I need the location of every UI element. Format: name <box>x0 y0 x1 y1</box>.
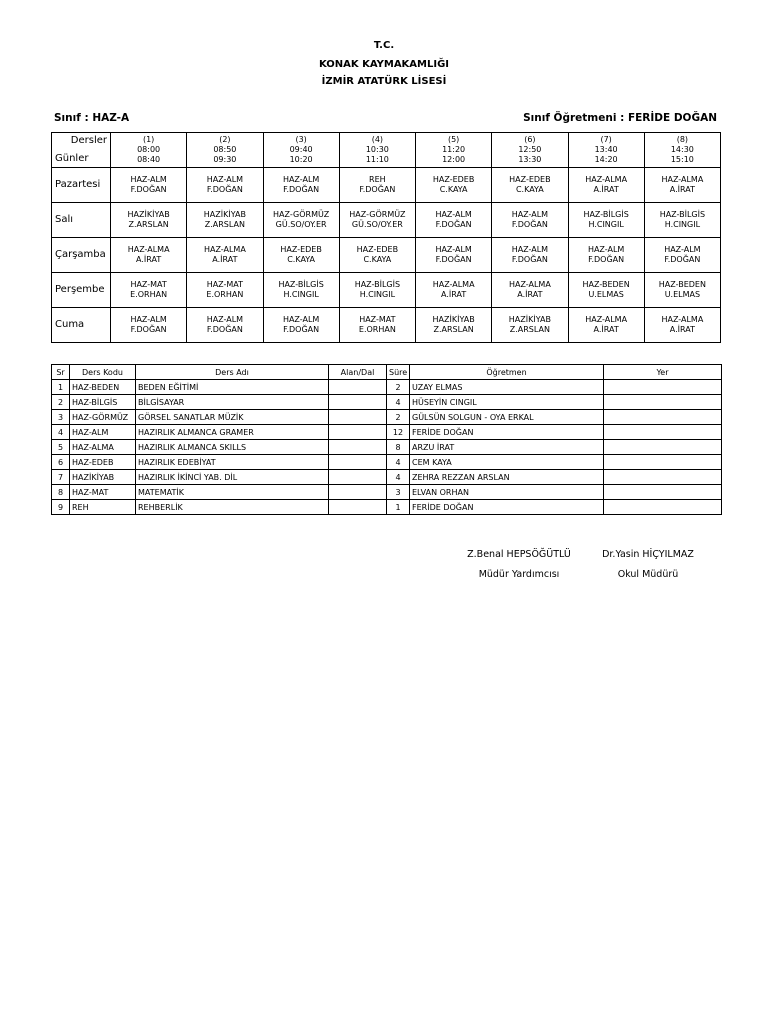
lesson-cell <box>187 203 263 238</box>
lesson-teacher: Z.ARSLAN <box>509 325 550 334</box>
lesson-teacher: F.DOĞAN <box>435 220 472 229</box>
course-field <box>329 425 387 440</box>
course-hours: 8 <box>387 440 410 455</box>
lesson-teacher: F.DOĞAN <box>283 185 320 194</box>
lesson-teacher: Z.ARSLAN <box>433 325 474 334</box>
course-row <box>52 395 722 410</box>
course-code: HAZ-BEDEN <box>70 380 136 395</box>
lesson-teacher: H.CINGIL <box>283 290 319 299</box>
lesson-code: HAZ-EDEB <box>280 245 322 254</box>
course-field <box>329 470 387 485</box>
lesson-cell <box>644 273 720 308</box>
course-hours: 12 <box>387 425 410 440</box>
course-field <box>329 485 387 500</box>
lesson-code: HAZ-ALM <box>511 210 549 219</box>
lesson-teacher: A.İRAT <box>593 325 619 334</box>
lesson-cell <box>568 238 644 273</box>
lesson-cell <box>263 273 339 308</box>
course-name: MATEMATİK <box>136 485 329 500</box>
course-name: HAZIRLIK ALMANCA GRAMER <box>136 425 329 440</box>
lesson-cell <box>187 308 263 343</box>
course-hours: 2 <box>387 380 410 395</box>
lesson-teacher: C.KAYA <box>439 185 468 194</box>
period-end-time: 09:30 <box>213 155 237 164</box>
lesson-cell <box>568 203 644 238</box>
course-location <box>604 425 722 440</box>
period-start-time: 09:40 <box>289 145 313 154</box>
lesson-code: HAZ-MAT <box>359 315 396 324</box>
schedule-day-row <box>52 168 721 203</box>
period-number: (2) <box>219 135 231 144</box>
lesson-teacher: C.KAYA <box>287 255 316 264</box>
course-name: BEDEN EĞİTİMİ <box>136 380 329 395</box>
lesson-teacher: F.DOĞAN <box>206 325 243 334</box>
lesson-cell <box>492 308 568 343</box>
course-code: REH <box>70 500 136 515</box>
course-teacher: CEM KAYA <box>410 455 604 470</box>
period-end-time: 15:10 <box>670 155 694 164</box>
course-row-number: 5 <box>52 440 70 455</box>
lesson-code: HAZ-ALM <box>587 245 625 254</box>
lesson-code: HAZ-BEDEN <box>582 280 630 289</box>
lesson-code: HAZ-MAT <box>206 280 244 289</box>
course-field <box>329 500 387 515</box>
lesson-cell <box>416 238 492 273</box>
lesson-code: HAZ-ALM <box>435 245 472 254</box>
period-start-time: 10:30 <box>365 145 389 154</box>
course-hours: 4 <box>387 455 410 470</box>
period-number: (8) <box>676 135 689 144</box>
lesson-teacher: A.İRAT <box>669 185 695 194</box>
course-row-number: 3 <box>52 410 70 425</box>
signature-principal-name: Dr.Yasin HİÇYILMAZ <box>602 549 694 560</box>
course-location <box>604 380 722 395</box>
lesson-code: HAZ-ALMA <box>585 315 628 324</box>
course-code: HAZ-ALM <box>70 425 136 440</box>
course-row-number: 9 <box>52 500 70 515</box>
schedule-day-row <box>52 203 721 238</box>
lesson-teacher: F.DOĞAN <box>511 255 548 264</box>
course-hours: 4 <box>387 395 410 410</box>
header-line-tc: T.C. <box>373 40 395 51</box>
lesson-cell <box>263 203 339 238</box>
course-name: GÖRSEL SANATLAR MÜZİK <box>136 410 329 425</box>
lesson-cell <box>568 273 644 308</box>
lesson-teacher: F.DOĞAN <box>130 185 167 194</box>
lesson-teacher: Z.ARSLAN <box>204 220 245 229</box>
period-header-cell <box>492 133 568 168</box>
lesson-teacher: F.DOĞAN <box>588 255 625 264</box>
period-end-time: 08:40 <box>137 155 161 164</box>
lesson-code: HAZ-BEDEN <box>658 280 706 289</box>
lesson-cell <box>644 203 720 238</box>
lesson-cell <box>263 168 339 203</box>
day-name-cell: Perşembe <box>52 273 111 308</box>
lesson-cell <box>111 308 187 343</box>
course-name: REHBERLİK <box>136 500 329 515</box>
lesson-teacher: F.DOĞAN <box>664 255 701 264</box>
lesson-cell <box>644 308 720 343</box>
period-start-time: 13:40 <box>594 145 618 154</box>
lesson-cell <box>187 273 263 308</box>
lesson-code: HAZİKİYAB <box>432 315 475 324</box>
lesson-cell <box>187 238 263 273</box>
course-column-header: Yer <box>604 365 722 380</box>
period-start-time: 08:50 <box>213 145 237 154</box>
lesson-cell <box>416 203 492 238</box>
schedule-day-row <box>52 308 721 343</box>
lesson-code: HAZİKİYAB <box>508 315 551 324</box>
lesson-cell <box>416 168 492 203</box>
lesson-cell <box>644 238 720 273</box>
course-list-table <box>51 364 722 515</box>
period-header-cell <box>263 133 339 168</box>
course-row <box>52 425 722 440</box>
course-teacher: GÜLSÜN SOLGUN - OYA ERKAL <box>410 410 604 425</box>
course-row <box>52 455 722 470</box>
course-row <box>52 410 722 425</box>
lesson-teacher: H.CINGIL <box>359 290 396 299</box>
lesson-cell <box>263 308 339 343</box>
course-field <box>329 455 387 470</box>
course-name: HAZIRLIK ALMANCA SKILLS <box>136 440 329 455</box>
period-end-time: 11:10 <box>365 155 389 164</box>
course-name: HAZIRLIK EDEBİYAT <box>136 455 329 470</box>
lesson-code: HAZ-ALM <box>664 245 701 254</box>
course-code: HAZ-MAT <box>70 485 136 500</box>
lesson-teacher: F.DOĞAN <box>435 255 472 264</box>
lesson-code: HAZ-GÖRMÜZ <box>349 210 406 219</box>
lesson-teacher: H.CINGIL <box>588 220 624 229</box>
course-teacher: ELVAN ORHAN <box>410 485 604 500</box>
course-location <box>604 455 722 470</box>
period-number: (4) <box>371 135 384 144</box>
lesson-cell <box>644 168 720 203</box>
period-header-cell <box>187 133 263 168</box>
corner-lessons-label: Dersler <box>70 135 107 146</box>
lesson-teacher: A.İRAT <box>441 290 467 299</box>
course-column-header: Ders Adı <box>136 365 329 380</box>
lesson-teacher: E.ORHAN <box>130 290 168 299</box>
period-end-time: 10:20 <box>289 155 313 164</box>
course-row-number: 8 <box>52 485 70 500</box>
lesson-cell <box>187 168 263 203</box>
lesson-teacher: F.DOĞAN <box>130 325 167 334</box>
course-teacher: ARZU İRAT <box>410 440 604 455</box>
course-location <box>604 395 722 410</box>
period-number: (3) <box>295 135 307 144</box>
course-location <box>604 410 722 425</box>
corner-box <box>52 133 110 167</box>
lesson-teacher: A.İRAT <box>212 255 238 264</box>
lesson-teacher: C.KAYA <box>515 185 544 194</box>
lesson-code: HAZ-BİLGİS <box>659 210 706 219</box>
course-teacher: ZEHRA REZZAN ARSLAN <box>410 470 604 485</box>
schedule-corner-cell <box>52 133 111 168</box>
lesson-code: HAZ-ALM <box>435 210 472 219</box>
lesson-teacher: F.DOĞAN <box>283 325 320 334</box>
lesson-code: HAZ-ALMA <box>432 280 475 289</box>
course-row <box>52 440 722 455</box>
lesson-cell <box>339 203 415 238</box>
lesson-code: HAZ-ALM <box>130 315 167 324</box>
corner-days-label: Günler <box>55 153 89 164</box>
signature-assistant-principal-name: Z.Benal HEPSÖĞÜTLÜ <box>467 549 571 560</box>
lesson-teacher: F.DOĞAN <box>511 220 548 229</box>
day-name-cell: Salı <box>52 203 111 238</box>
lesson-cell <box>263 238 339 273</box>
signature-assistant-principal-title: Müdür Yardımcısı <box>478 569 560 580</box>
lesson-cell <box>568 168 644 203</box>
period-header-cell <box>644 133 720 168</box>
lesson-cell <box>339 308 415 343</box>
course-row-number: 6 <box>52 455 70 470</box>
lesson-teacher: A.İRAT <box>517 290 543 299</box>
lesson-cell <box>111 168 187 203</box>
lesson-teacher: GÜ.SO/OY.ER <box>275 220 327 229</box>
schedule-day-row <box>52 273 721 308</box>
course-hours: 1 <box>387 500 410 515</box>
header-line-school: İZMİR ATATÜRK LİSESİ <box>321 76 447 87</box>
period-header-cell <box>568 133 644 168</box>
lesson-cell <box>339 238 415 273</box>
header-line-district: KONAK KAYMAKAMLIĞI <box>318 59 450 70</box>
lesson-cell <box>111 238 187 273</box>
lesson-code: HAZ-ALM <box>282 315 320 324</box>
lesson-code: HAZ-ALMA <box>585 175 628 184</box>
course-teacher: FERİDE DOĞAN <box>410 425 604 440</box>
course-header-row <box>52 365 722 380</box>
lesson-code: REH <box>369 175 386 184</box>
lesson-teacher: Z.ARSLAN <box>128 220 169 229</box>
course-row <box>52 500 722 515</box>
lesson-cell <box>492 168 568 203</box>
course-code: HAZ-ALMA <box>70 440 136 455</box>
course-location <box>604 500 722 515</box>
lesson-teacher: A.İRAT <box>593 185 619 194</box>
class-teacher-label: Sınıf Öğretmeni : FERİDE DOĞAN <box>523 112 717 124</box>
period-start-time: 11:20 <box>442 145 466 154</box>
day-name-cell: Cuma <box>52 308 111 343</box>
course-field <box>329 395 387 410</box>
day-name-cell: Pazartesi <box>52 168 111 203</box>
course-location <box>604 440 722 455</box>
course-column-header: Süre <box>387 365 410 380</box>
course-row-number: 2 <box>52 395 70 410</box>
course-row <box>52 470 722 485</box>
lesson-code: HAZ-ALMA <box>661 315 704 324</box>
lesson-cell <box>111 273 187 308</box>
course-location <box>604 485 722 500</box>
lesson-teacher: H.CINGIL <box>664 220 701 229</box>
lesson-cell <box>568 308 644 343</box>
course-hours: 4 <box>387 470 410 485</box>
lesson-code: HAZ-ALM <box>511 245 549 254</box>
course-field <box>329 380 387 395</box>
period-number: (1) <box>142 135 155 144</box>
course-location <box>604 470 722 485</box>
period-number: (6) <box>524 135 536 144</box>
course-code: HAZİKİYAB <box>70 470 136 485</box>
course-row-number: 7 <box>52 470 70 485</box>
schedule-day-row <box>52 238 721 273</box>
lesson-code: HAZİKİYAB <box>203 210 246 219</box>
course-row-number: 4 <box>52 425 70 440</box>
period-start-time: 14:30 <box>670 145 694 154</box>
period-header-cell <box>111 133 187 168</box>
lesson-teacher: A.İRAT <box>669 325 695 334</box>
period-start-time: 12:50 <box>518 145 542 154</box>
lesson-teacher: U.ELMAS <box>588 290 624 299</box>
lesson-code: HAZ-ALMA <box>661 175 704 184</box>
period-header-cell <box>416 133 492 168</box>
course-column-header: Öğretmen <box>410 365 604 380</box>
period-end-time: 12:00 <box>442 155 466 164</box>
course-teacher: HÜSEYİN CINGIL <box>410 395 604 410</box>
course-field <box>329 440 387 455</box>
period-start-time: 08:00 <box>137 145 161 154</box>
lesson-code: HAZ-ALMA <box>127 245 170 254</box>
course-row <box>52 380 722 395</box>
period-end-time: 13:30 <box>518 155 542 164</box>
lesson-teacher: U.ELMAS <box>664 290 701 299</box>
lesson-cell <box>416 273 492 308</box>
class-label: Sınıf : HAZ-A <box>54 112 130 124</box>
lesson-teacher: A.İRAT <box>136 255 162 264</box>
course-hours: 2 <box>387 410 410 425</box>
lesson-code: HAZ-EDEB <box>432 175 475 184</box>
lesson-code: HAZ-ALMA <box>508 280 551 289</box>
day-name-cell: Çarşamba <box>52 238 111 273</box>
lesson-teacher: F.DOĞAN <box>206 185 243 194</box>
lesson-code: HAZ-EDEB <box>356 245 399 254</box>
course-name: BİLGİSAYAR <box>136 395 329 410</box>
period-number: (7) <box>600 135 612 144</box>
lesson-cell <box>492 203 568 238</box>
lesson-teacher: F.DOĞAN <box>359 185 396 194</box>
lesson-code: HAZ-MAT <box>130 280 167 289</box>
signature-principal-title: Okul Müdürü <box>617 569 679 580</box>
lesson-code: HAZ-EDEB <box>509 175 551 184</box>
weekly-schedule-table <box>51 132 721 343</box>
lesson-code: HAZ-GÖRMÜZ <box>273 210 330 219</box>
lesson-code: HAZ-BİLGİS <box>278 280 324 289</box>
course-teacher: FERİDE DOĞAN <box>410 500 604 515</box>
course-row <box>52 485 722 500</box>
lesson-cell <box>339 273 415 308</box>
schedule-header-row <box>52 133 721 168</box>
lesson-code: HAZ-ALM <box>282 175 320 184</box>
lesson-cell <box>111 203 187 238</box>
lesson-cell <box>492 238 568 273</box>
lesson-teacher: E.ORHAN <box>206 290 244 299</box>
course-column-header: Alan/Dal <box>329 365 387 380</box>
lesson-code: HAZ-BİLGİS <box>583 210 629 219</box>
lesson-code: HAZ-ALMA <box>203 245 246 254</box>
lesson-code: HAZ-ALM <box>206 315 244 324</box>
lesson-code: HAZİKİYAB <box>127 210 170 219</box>
lesson-teacher: GÜ.SO/OY.ER <box>351 220 403 229</box>
period-header-cell <box>339 133 415 168</box>
course-teacher: UZAY ELMAS <box>410 380 604 395</box>
period-end-time: 14:20 <box>594 155 618 164</box>
lesson-cell <box>339 168 415 203</box>
course-code: HAZ-BİLGİS <box>70 395 136 410</box>
course-column-header: Sr <box>52 365 70 380</box>
course-name: HAZIRLIK İKİNCİ YAB. DİL <box>136 470 329 485</box>
course-code: HAZ-GÖRMÜZ <box>70 410 136 425</box>
lesson-cell <box>416 308 492 343</box>
course-field <box>329 410 387 425</box>
course-column-header: Ders Kodu <box>70 365 136 380</box>
lesson-teacher: C.KAYA <box>363 255 392 264</box>
course-code: HAZ-EDEB <box>70 455 136 470</box>
course-row-number: 1 <box>52 380 70 395</box>
lesson-code: HAZ-BİLGİS <box>354 280 401 289</box>
lesson-cell <box>492 273 568 308</box>
lesson-code: HAZ-ALM <box>206 175 244 184</box>
course-hours: 3 <box>387 485 410 500</box>
period-number: (5) <box>447 135 460 144</box>
lesson-code: HAZ-ALM <box>130 175 167 184</box>
lesson-teacher: E.ORHAN <box>358 325 396 334</box>
